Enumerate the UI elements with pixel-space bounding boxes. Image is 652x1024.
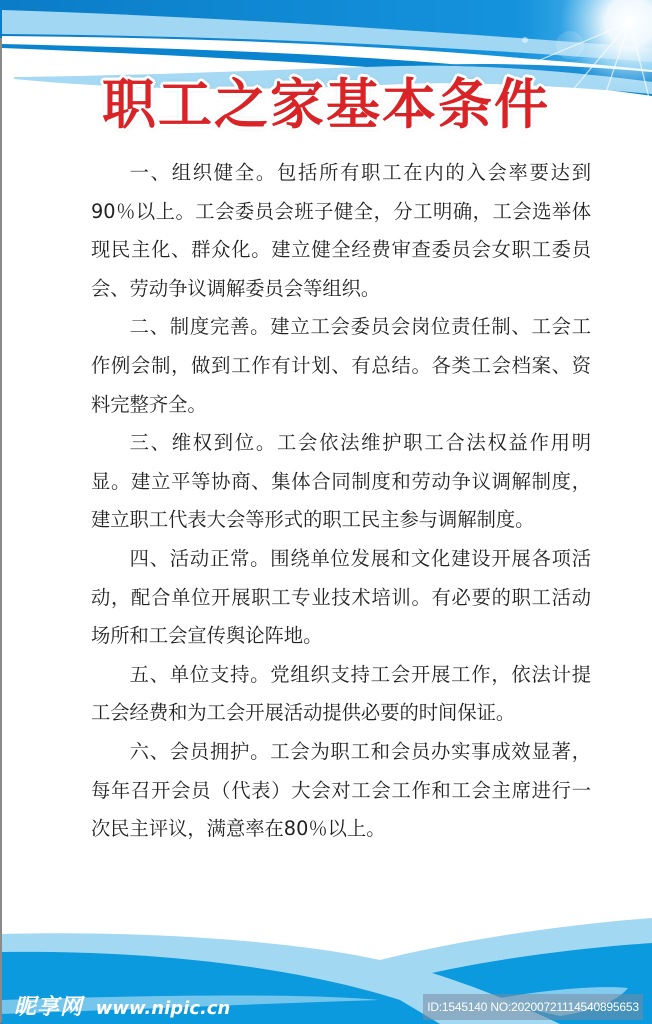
condition-2: 二、制度完善。建立工会委员会岗位责任制、工会工作例会制，做到工作有计划、有总结。各类工会档案、资料完整齐全。 <box>91 315 591 416</box>
page-title: 职工之家基本条件 <box>102 73 550 136</box>
watermark-logo <box>14 990 230 1021</box>
conditions-list <box>91 154 591 849</box>
watermark-id: ID:1545140 NO:20200721114540895653 <box>423 994 643 1020</box>
condition-6: 六、会员拥护。工会为职工和会员办实事成效显著，每年召开会员（代表）大会对工会工作和工会主席进行一次民主评议，满意率在80％以上。 <box>91 739 591 841</box>
condition-4: 四、活动正常。围绕单位发展和文化建设开展各项活动，配合单位开展职工专业技术培训。有必要的职工活动场所和工会宣传舆论阵地。 <box>91 546 591 648</box>
condition-1: 一、组织健全。包括所有职工在内的入会率要达到90％以上。工会委员会班子健全，分工明确，工会选举体现民主化、群众化。建立健全经费审查委员会女职工委员会、劳动争议调解委员会等组织。 <box>91 161 591 300</box>
condition-5: 五、单位支持。党组织支持工会开展工作，依法计提工会经费和为工会开展活动提供必要的时间保证。 <box>91 662 591 725</box>
condition-3: 三、维权到位。工会依法维护职工合法权益作用明显。建立平等协商、集体合同制度和劳动争议调解制度，建立职工代表大会等形式的职工民主参与调解制度。 <box>91 431 591 532</box>
watermark-url: www.nipic.cn <box>95 998 231 1019</box>
watermark-logo-text: 昵享网 <box>14 995 84 1020</box>
